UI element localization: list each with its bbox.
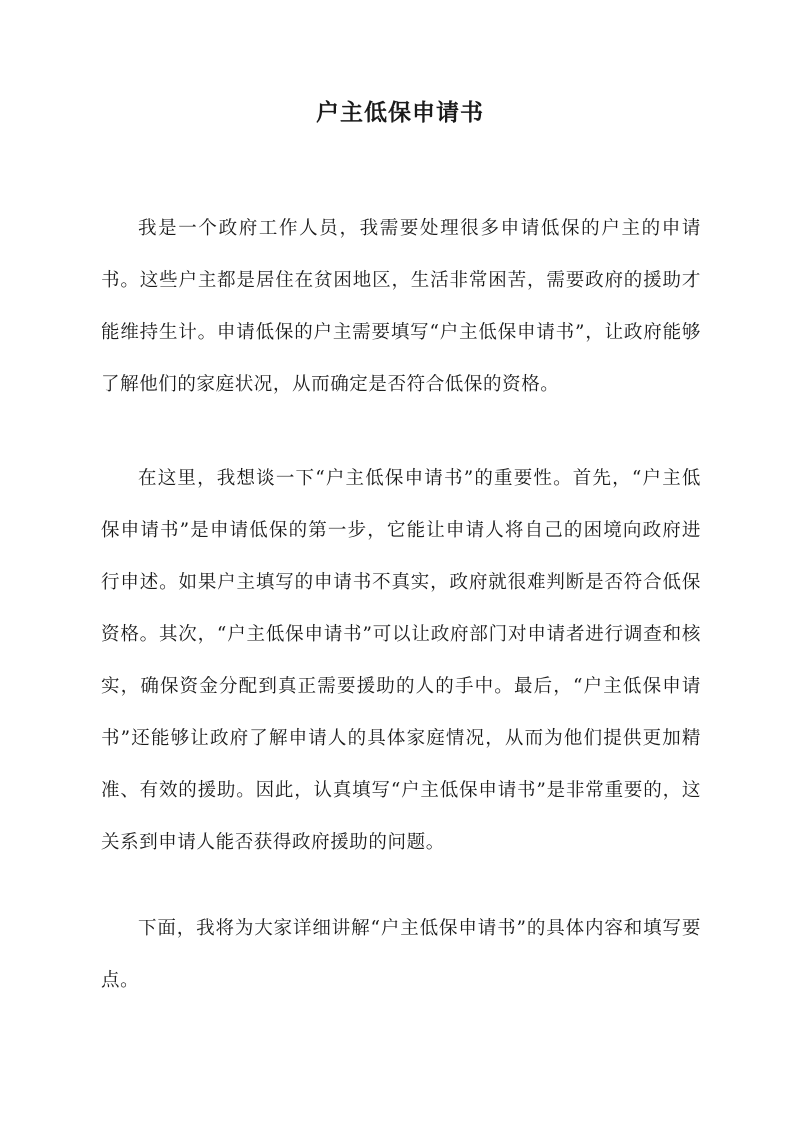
document-title: 户主低保申请书 [316, 99, 484, 126]
paragraph-2-container [101, 453, 701, 869]
paragraph-1-container [101, 203, 701, 411]
paragraph-3: 下面，我将为大家详细讲解“户主低保申请书”的具体内容和填写要点。 [101, 918, 701, 991]
paragraph-1: 我是一个政府工作人员，我需要处理很多申请低保的户主的申请书。这些户主都是居住在贫困地区，生活非常困苦，需要政府的援助才能维持生计。申请低保的户主需要填写“户主低保申请书”，让政府能够了解他们的家庭状况，从而确定是否符合低保的资格。 [101, 218, 701, 395]
paragraph-3-container [101, 903, 701, 1007]
paragraph-2: 在这里，我想谈一下“户主低保申请书”的重要性。首先，“户主低保申请书”是申请低保的第一步，它能让申请人将自己的困境向政府进行申述。如果户主填写的申请书不真实，政府就很难判断是否符合低保资格。其次，“户主低保申请书”可以让政府部门对申请者进行调查和核实，确保资金分配到真正需要援助的人的手中。最后，“户主低保申请书”还能够让政府了解申请人的具体家庭情况，从而为他们提供更加精准、有效的援助。因此，认真填写“户主低保申请书”是非常重要的，这关系到申请人能否获得政府援助的问题。 [101, 468, 701, 853]
